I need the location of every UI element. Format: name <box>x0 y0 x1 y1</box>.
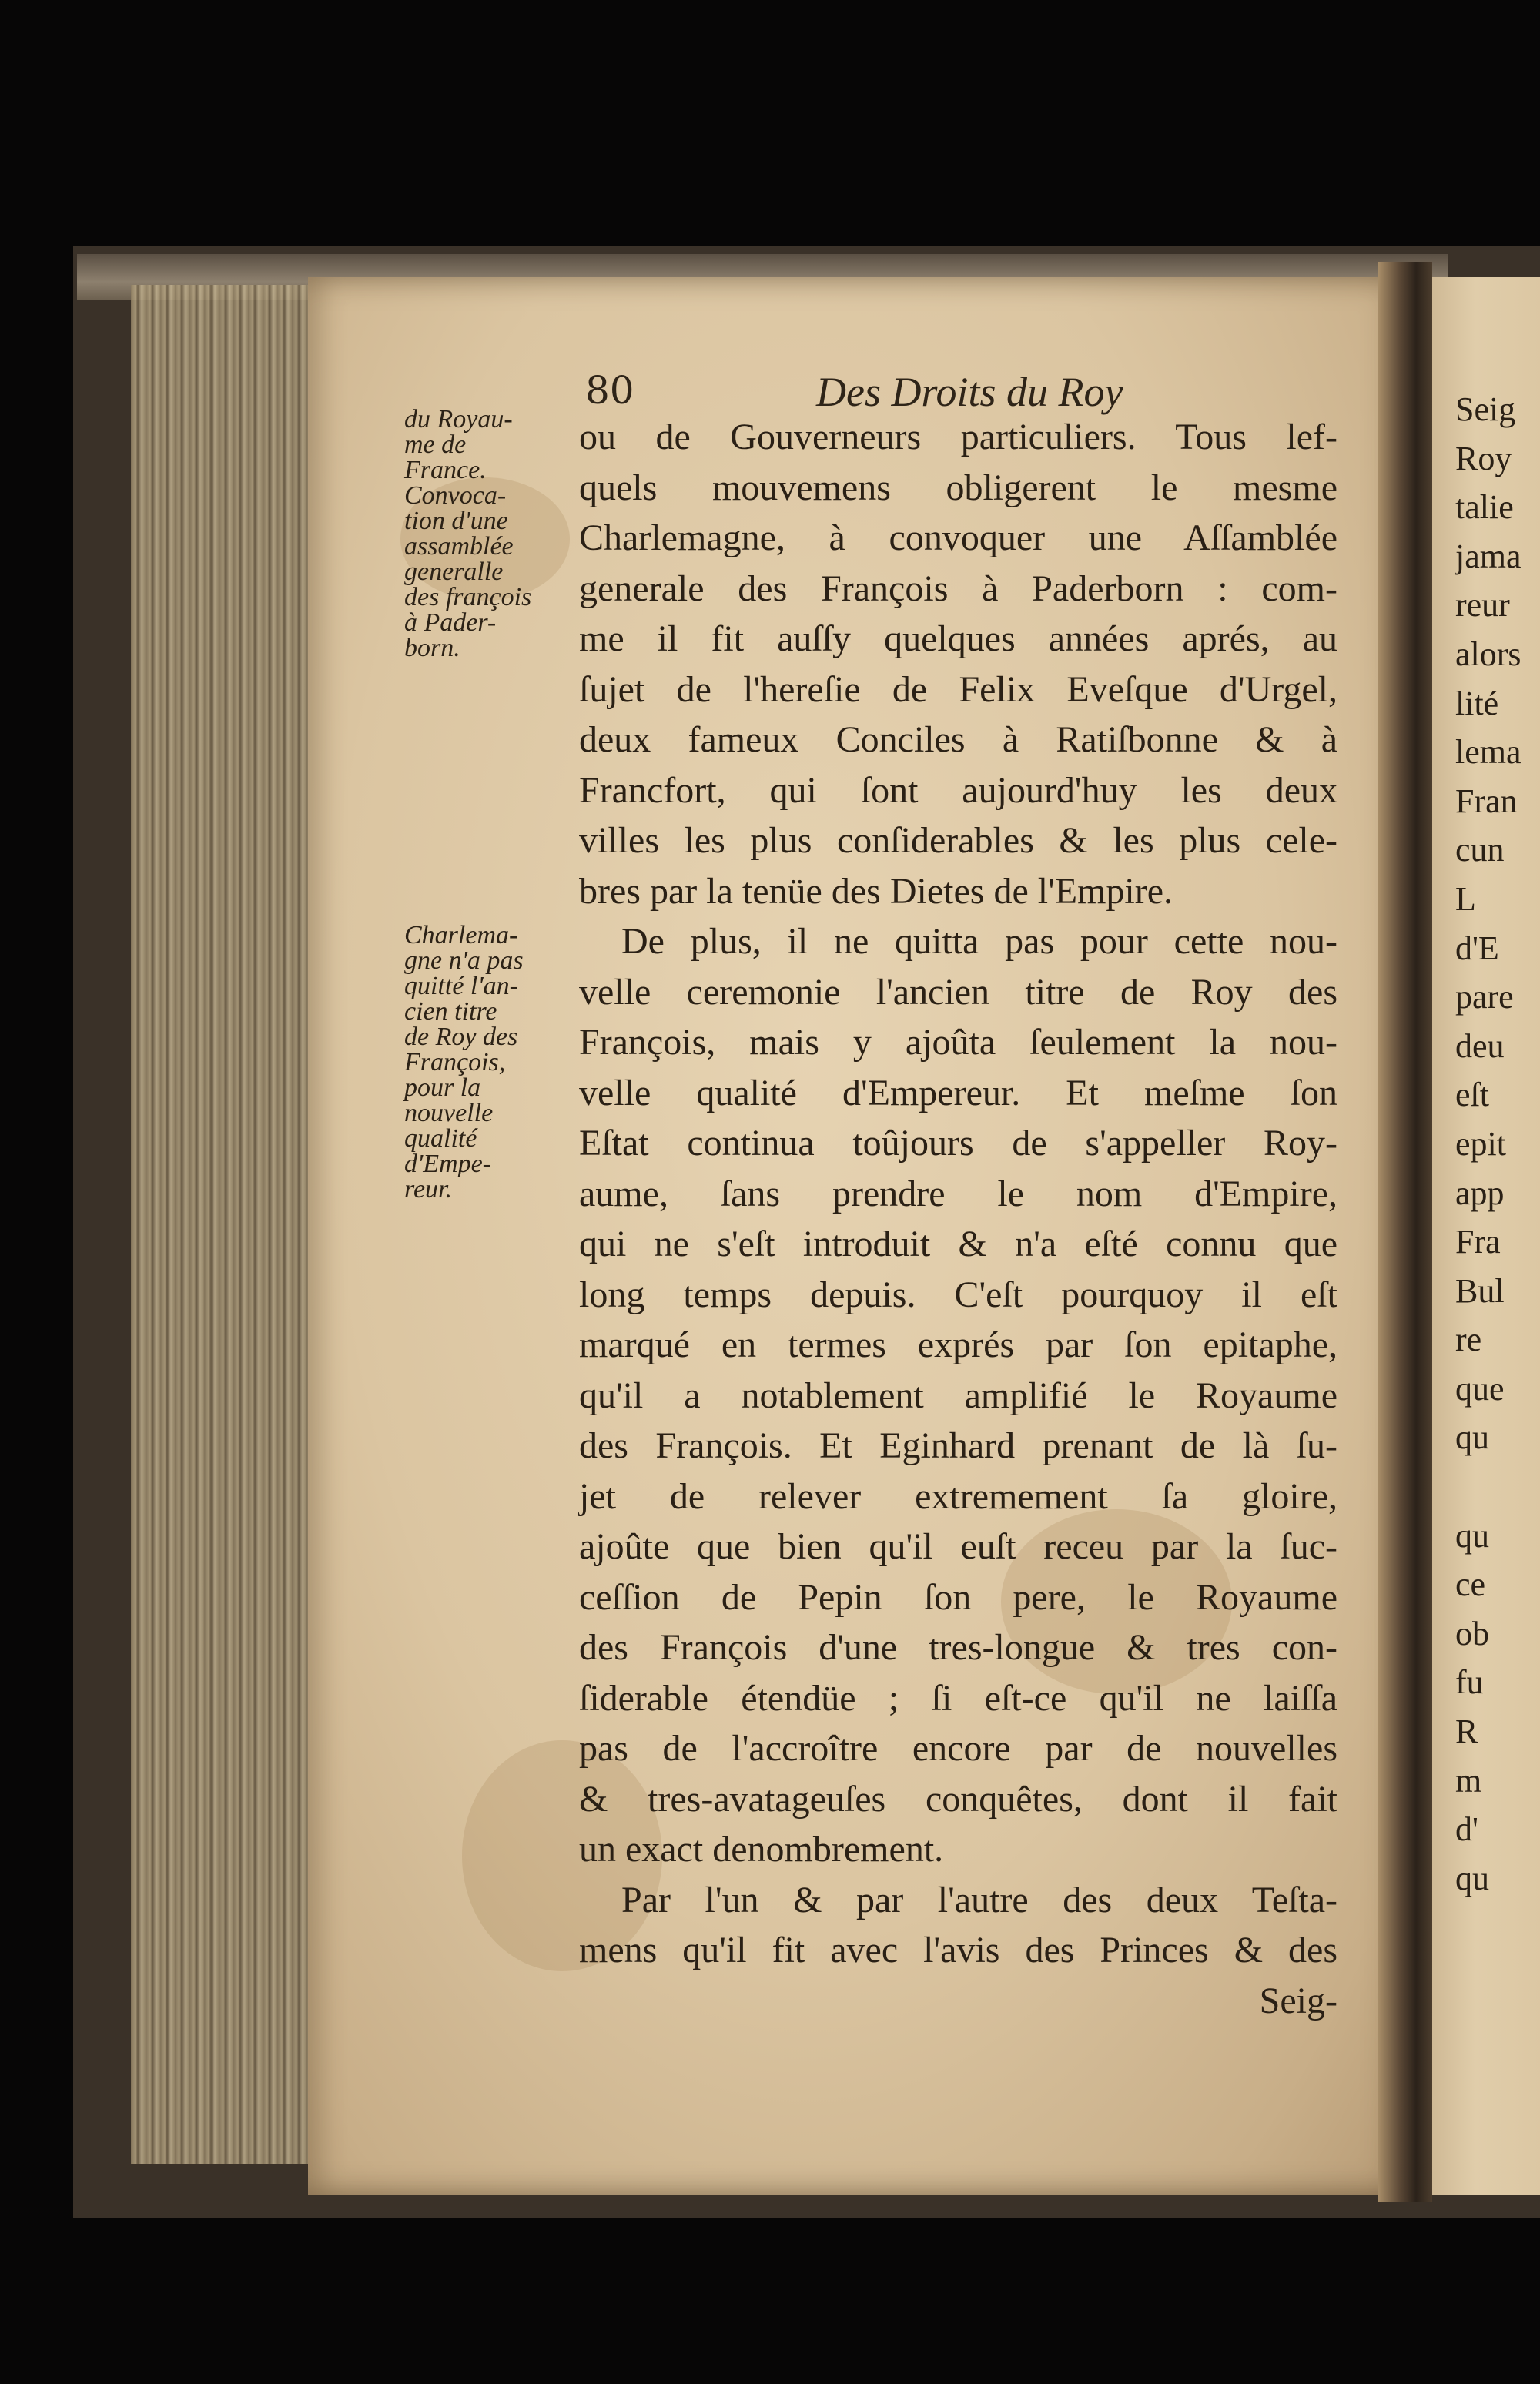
facing-text-line: alors <box>1455 635 1522 673</box>
text-line: velle qualité d'Empereur. Et meſme ſon <box>579 1072 1337 1113</box>
text-line: long temps depuis. C'eſt pourquoy il eſt <box>579 1274 1337 1315</box>
marginal-note-line: gne n'a pas <box>404 946 524 975</box>
page-number: 80 <box>585 368 634 413</box>
text-line: Par l'un & par l'autre des deux Teſta- <box>621 1879 1337 1920</box>
facing-text-line: cun <box>1455 831 1505 869</box>
text-line: ceſſion de Pepin ſon pere, le Royaume <box>579 1576 1337 1618</box>
running-title: Des Droits du Roy <box>816 369 1123 415</box>
text-line: Francfort, qui ſont aujourd'huy les deux <box>579 769 1337 811</box>
text-line: Eſtat continua toûjours de s'appeller Roy- <box>579 1123 1337 1164</box>
marginal-note-line: reur. <box>404 1175 453 1204</box>
text-line: qu'il a notablement amplifié le Royaume <box>579 1374 1337 1416</box>
text-line: villes les plus conſiderables & les plus cele- <box>579 820 1337 861</box>
facing-text-line: ob <box>1455 1614 1489 1652</box>
text-line: François, mais y ajoûta ſeulement la nou- <box>579 1022 1337 1063</box>
page-edges <box>131 285 331 2164</box>
text-line: des François d'une tres-longue & tres con- <box>579 1627 1337 1668</box>
marginal-note-line: born. <box>404 634 460 662</box>
facing-text-line: epit <box>1455 1124 1506 1163</box>
text-line: bres par la tenüe des Dietes de l'Empire. <box>579 870 1173 912</box>
facing-text-line: Fra <box>1455 1223 1501 1261</box>
facing-text-line: pare <box>1455 978 1514 1016</box>
facing-text-line: L <box>1455 879 1476 918</box>
facing-page-text <box>1455 385 1540 1903</box>
marginal-note-line: François, <box>404 1048 506 1076</box>
text-line: ſujet de l'hereſie de Felix Eveſque d'Urgel, <box>579 668 1337 710</box>
text-line: ou de Gouverneurs particuliers. Tous lef- <box>579 417 1337 457</box>
marginal-note-line: des françois <box>404 583 532 611</box>
facing-text-line: Seig <box>1455 390 1516 428</box>
facing-text-line: m <box>1455 1761 1482 1800</box>
text-line: aume, ſans prendre le nom d'Empire, <box>579 1173 1337 1214</box>
marginal-note-line: assamblée <box>404 532 514 561</box>
marginal-note-line: quitté l'an- <box>404 972 518 1000</box>
facing-text-line: fu <box>1455 1663 1484 1702</box>
facing-text-line: lité <box>1455 684 1499 722</box>
text-line: qui ne s'eſt introduit & n'a eſté connu que <box>579 1224 1337 1264</box>
text-line: deux fameux Conciles à Ratiſbonne & à <box>579 719 1337 760</box>
text-line: & tres-avatageuſes conquêtes, dont il fait <box>579 1778 1337 1820</box>
facing-text-line: qu <box>1455 1418 1489 1457</box>
marginal-note-line: tion d'une <box>404 507 508 535</box>
text-line: des François. Et Eginhard prenant de là ſu- <box>579 1425 1337 1466</box>
facing-text-line: lema <box>1455 733 1522 772</box>
text-line: quels mouvemens obligerent le mesme <box>579 467 1337 508</box>
facing-text-line <box>1455 1462 1540 1512</box>
marginal-note-line: pour la <box>404 1073 481 1102</box>
marginal-note-line: à Pader- <box>404 608 497 637</box>
facing-text-line: deu <box>1455 1026 1505 1065</box>
text-line: generale des François à Paderborn : com- <box>579 568 1337 609</box>
text-line: marqué en termes exprés par ſon epitaphe, <box>579 1324 1337 1365</box>
facing-text-line: Roy <box>1455 439 1512 477</box>
facing-text-line: jama <box>1455 537 1522 575</box>
facing-text-line: qu <box>1455 1859 1489 1897</box>
text-line: Seig- <box>1259 1980 1337 2021</box>
marginal-note-line: France. <box>404 456 487 484</box>
text-line: un exact denombrement. <box>579 1829 944 1870</box>
marginal-note-line: nouvelle <box>404 1099 494 1127</box>
marginal-note-line: Convoca- <box>404 481 507 510</box>
facing-text-line: d'E <box>1455 929 1499 967</box>
text-line: De plus, il ne quitta pas pour cette nou- <box>621 921 1337 962</box>
facing-text-line: reur <box>1455 586 1510 624</box>
book-gutter <box>1378 262 1432 2202</box>
facing-text-line: d' <box>1455 1810 1478 1849</box>
text-line: mens qu'il fit avec l'avis des Princes & des <box>579 1930 1337 1970</box>
marginal-note-line: du Royau- <box>404 405 513 434</box>
text-line: jet de relever extremement ſa gloire, <box>579 1475 1337 1517</box>
facing-text-line: que <box>1455 1369 1505 1408</box>
text-line: velle ceremonie l'ancien titre de Roy des <box>579 971 1337 1013</box>
marginal-note-line: d'Empe- <box>404 1150 492 1178</box>
facing-text-line: eſt <box>1455 1076 1489 1114</box>
text-line: pas de l'accroître encore par de nouvelles <box>579 1728 1337 1769</box>
marginal-note-line: cien titre <box>404 997 497 1026</box>
marginal-note-line: generalle <box>404 557 504 586</box>
marginal-note <box>404 922 578 1202</box>
marginal-note-line: Charlema- <box>404 921 518 949</box>
text-line: ajoûte que bien qu'il euſt receu par la ſuc- <box>579 1526 1337 1567</box>
facing-text-line: app <box>1455 1174 1505 1212</box>
facing-text-line: Fran <box>1455 782 1518 820</box>
facing-text-line: qu <box>1455 1516 1489 1555</box>
text-line: Charlemagne, à convoquer une Aſſamblée <box>579 517 1337 558</box>
text-line: me il fit auſſy quelques années aprés, au <box>579 618 1337 659</box>
facing-text-line: talie <box>1455 488 1514 527</box>
body-text <box>579 412 1337 2026</box>
facing-text-line: re <box>1455 1321 1482 1359</box>
facing-text-line: Bul <box>1455 1271 1505 1310</box>
marginal-note <box>404 407 578 661</box>
marginal-note-line: me de <box>404 430 467 459</box>
facing-text-line: R <box>1455 1713 1478 1751</box>
facing-text-line: ce <box>1455 1565 1486 1604</box>
text-line: ſiderable étendüe ; ſi eſt-ce qu'il ne laiſſa <box>579 1677 1337 1719</box>
marginal-note-line: qualité <box>404 1124 477 1153</box>
marginal-note-line: de Roy des <box>404 1023 518 1051</box>
